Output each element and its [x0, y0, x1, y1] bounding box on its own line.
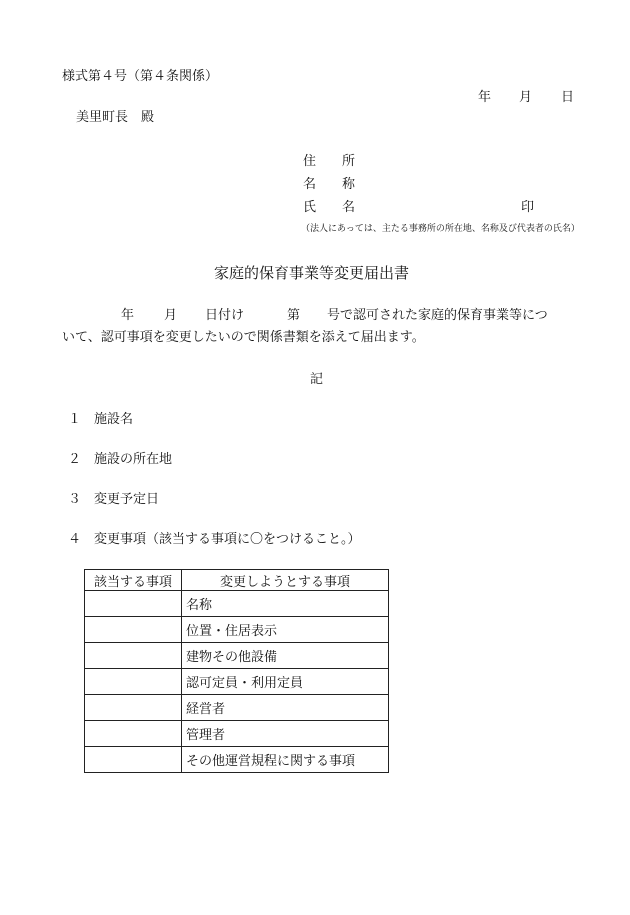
- body-year: 年: [121, 308, 135, 323]
- section-label-facility-name: 施設名: [94, 412, 134, 427]
- corporate-note: （法人にあっては、主たる事務所の所在地、名称及び代表者の氏名）: [301, 224, 580, 234]
- applicable-cell[interactable]: [85, 643, 182, 669]
- table-row: [85, 669, 389, 695]
- table-header-applicable: 該当する事項: [85, 570, 182, 591]
- person-name-label: 氏 名: [303, 200, 356, 215]
- section-label-facility-address: 施設の所在地: [94, 452, 173, 467]
- change-item-cell: 位置・住居表示: [182, 617, 389, 643]
- applicable-cell[interactable]: [85, 591, 182, 617]
- body-date-suffix: 日付け: [205, 308, 245, 323]
- date-month-label: 月: [519, 90, 533, 105]
- table-header-change-item: 変更しようとする事項: [182, 570, 389, 591]
- table-row: [85, 591, 389, 617]
- body-line2: いて、認可事項を変更したいので関係書類を添えて届出ます。: [62, 330, 425, 345]
- section-number-2: ２: [68, 452, 82, 467]
- table-row: [85, 617, 389, 643]
- date-day-label: 日: [561, 90, 575, 105]
- body-number-prefix: 第: [287, 308, 301, 323]
- change-items-table: [84, 569, 389, 773]
- table-row: [85, 643, 389, 669]
- change-item-cell: 管理者: [182, 721, 389, 747]
- table-row: [85, 721, 389, 747]
- table-row: [85, 747, 389, 773]
- applicable-cell[interactable]: [85, 669, 182, 695]
- addressee: 美里町長 殿: [76, 110, 155, 125]
- address-label: 住 所: [303, 154, 356, 169]
- section-number-1: １: [68, 412, 82, 427]
- applicable-cell[interactable]: [85, 747, 182, 773]
- section-label-change-items: 変更事項（該当する事項に〇をつけること。）: [94, 532, 361, 547]
- ki-heading: 記: [310, 372, 324, 387]
- table-row: [85, 695, 389, 721]
- change-item-cell: その他運営規程に関する事項: [182, 747, 389, 773]
- change-item-cell: 名称: [182, 591, 389, 617]
- change-item-cell: 建物その他設備: [182, 643, 389, 669]
- seal-mark: 印: [521, 200, 535, 215]
- section-label-change-date: 変更予定日: [94, 492, 160, 507]
- applicable-cell[interactable]: [85, 721, 182, 747]
- change-item-cell: 認可定員・利用定員: [182, 669, 389, 695]
- form-reference: 様式第４号（第４条関係）: [62, 69, 219, 84]
- body-month: 月: [164, 308, 178, 323]
- document-title: 家庭的保育事業等変更届出書: [214, 264, 410, 282]
- organization-name-label: 名 称: [303, 177, 356, 192]
- change-item-cell: 経営者: [182, 695, 389, 721]
- applicable-cell[interactable]: [85, 617, 182, 643]
- body-line1-rest: 号で認可された家庭的保育事業等につ: [327, 308, 548, 323]
- section-number-3: ３: [68, 492, 82, 507]
- date-year-label: 年: [478, 90, 492, 105]
- section-number-4: ４: [68, 532, 82, 547]
- table-header-row: [85, 570, 389, 591]
- applicable-cell[interactable]: [85, 695, 182, 721]
